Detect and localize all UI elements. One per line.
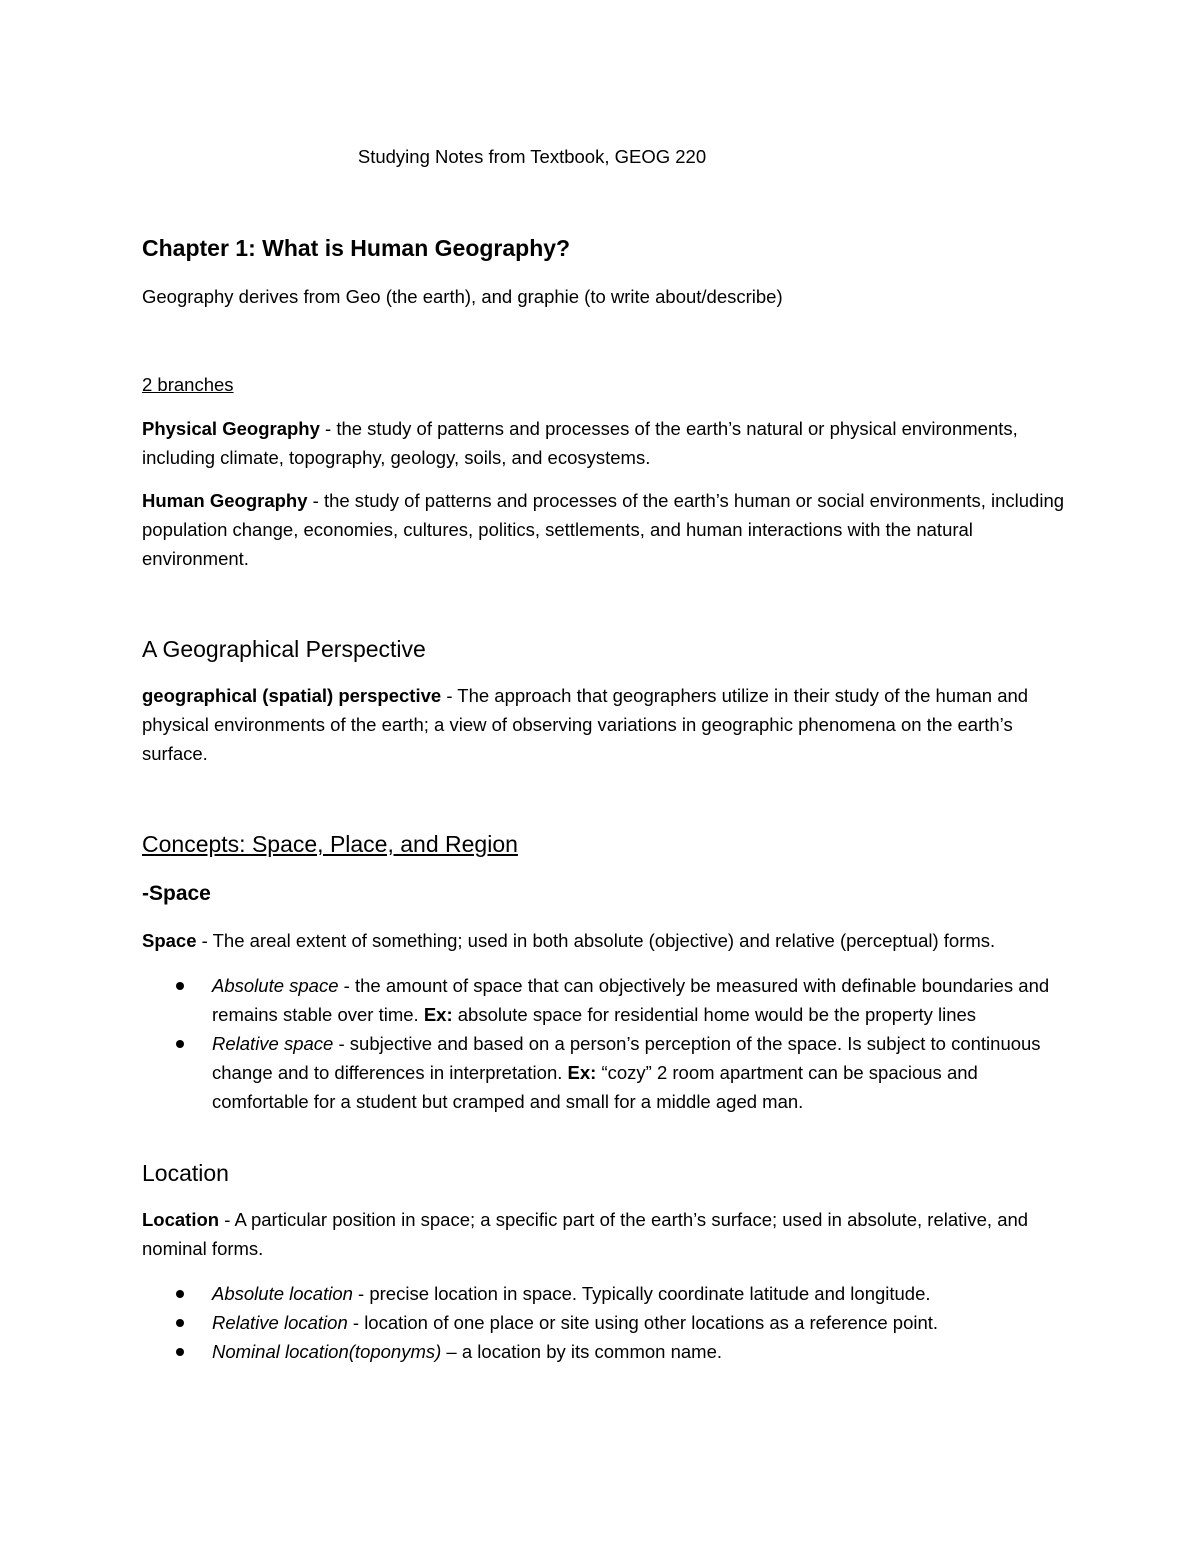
space-bullet-list [142, 971, 1072, 1116]
space-subheading: -Space [142, 882, 211, 905]
human-geography-term: Human Geography [142, 490, 308, 511]
perspective-term: geographical (spatial) perspective [142, 685, 442, 706]
bullet-text: - the amount of space that can objectively be measured with definable boundaries and remains stable over time. [212, 975, 1050, 1025]
bullet-term: Absolute space [212, 975, 339, 996]
space-paragraph [142, 926, 1072, 955]
human-geography-definition: - the study of patterns and processes of the earth’s human or social environments, including population change, economies, cultures, politics, settlements, and human interactions with the natural environment. [142, 490, 1065, 569]
bullet-icon [176, 982, 184, 990]
example-text: absolute space for residential home would be the property lines [452, 1004, 977, 1025]
location-bullet-list [142, 1279, 1072, 1366]
bullet-icon [176, 1040, 184, 1048]
example-label: Ex: [423, 1004, 453, 1025]
perspective-heading: A Geographical Perspective [142, 636, 426, 662]
bullet-icon [176, 1319, 184, 1327]
location-paragraph [142, 1205, 1072, 1263]
example-text: “cozy” 2 room apartment can be spacious and comfortable for a student but cramped and small for a middle aged man. [212, 1062, 978, 1112]
document-title: Studying Notes from Textbook, GEOG 220 [357, 146, 707, 167]
list-item [142, 1308, 1072, 1337]
intro-paragraph: Geography derives from Geo (the earth), and graphie (to write about/describe) [142, 286, 783, 307]
location-heading: Location [142, 1160, 229, 1186]
perspective-definition: - The approach that geographers utilize in their study of the human and physical environments of the earth; a view of observing variations in geographic phenomena on the earth’s surface. [142, 685, 1029, 764]
list-item [142, 1337, 1072, 1366]
space-term: Space [142, 930, 197, 951]
bullet-icon [176, 1348, 184, 1356]
bullet-text: – a location by its common name. [441, 1341, 723, 1362]
location-term: Location [142, 1209, 220, 1230]
bullet-term: Relative space [212, 1033, 334, 1054]
bullet-icon [176, 1290, 184, 1298]
bullet-term: Relative location [212, 1312, 348, 1333]
list-item [142, 971, 1072, 1029]
bullet-text: - location of one place or site using other locations as a reference point. [347, 1312, 939, 1333]
list-item [142, 1029, 1072, 1116]
bullet-text: - subjective and based on a person’s perception of the space. Is subject to continuous change and to differences in interpretation. [212, 1033, 1041, 1083]
list-item [142, 1279, 1072, 1308]
example-label: Ex: [567, 1062, 597, 1083]
bullet-term: Absolute location [212, 1283, 353, 1304]
physical-geography-term: Physical Geography [142, 418, 320, 439]
physical-geography-definition: - the study of patterns and processes of the earth’s natural or physical environments, including climate, topography, geology, soils, and ecosystems. [142, 418, 1018, 468]
perspective-paragraph [142, 681, 1072, 768]
physical-geography-paragraph [142, 414, 1072, 472]
bullet-text: - precise location in space. Typically coordinate latitude and longitude. [352, 1283, 931, 1304]
branches-label: 2 branches [142, 374, 234, 395]
location-definition: - A particular position in space; a specific part of the earth’s surface; used in absolute, relative, and nominal forms. [142, 1209, 1029, 1259]
chapter-heading: Chapter 1: What is Human Geography? [142, 235, 571, 261]
concepts-heading: Concepts: Space, Place, and Region [142, 831, 518, 857]
bullet-term: Nominal location(toponyms) [212, 1341, 442, 1362]
space-definition: - The areal extent of something; used in both absolute (objective) and relative (perceptual) forms. [196, 930, 996, 951]
human-geography-paragraph [142, 486, 1072, 573]
